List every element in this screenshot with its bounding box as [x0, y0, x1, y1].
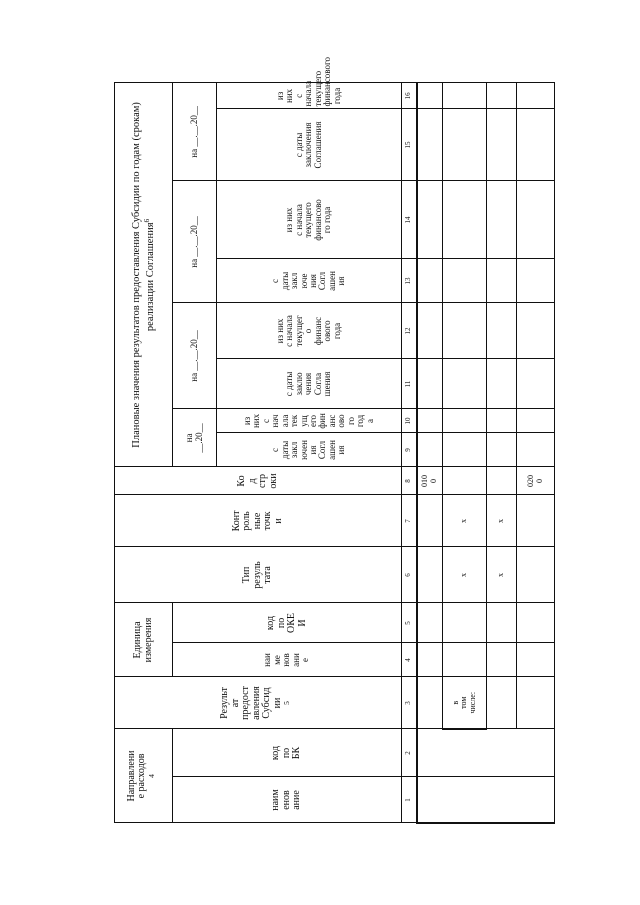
cell-value	[443, 181, 487, 259]
header-from-year-start-4: из них с начала текущего финансового года	[217, 83, 402, 109]
cell-value	[517, 83, 555, 109]
cell-okei-code	[487, 603, 517, 643]
cell-value	[417, 83, 443, 109]
header-result-type: Тип резуль тата	[115, 547, 402, 603]
cell-value	[443, 303, 487, 359]
cell-result-type	[517, 547, 555, 603]
cell-value	[417, 109, 443, 181]
header-from-year-start-1: из них с нач ала тек ущ его фин анс ово го год а	[217, 409, 402, 433]
header-row-code: Ко д стр оки	[115, 467, 402, 495]
cell-value	[487, 259, 517, 303]
cell-value	[517, 109, 555, 181]
cell-value	[417, 359, 443, 409]
column-number: 12	[402, 303, 417, 359]
header-subsidy-result: Результ ат предост авления Субсид ии $^5$	[115, 677, 402, 729]
column-number: 14	[402, 181, 417, 259]
cell-okei-code	[443, 603, 487, 643]
cell-result	[517, 677, 555, 729]
column-number: 1	[402, 777, 417, 823]
column-number: 2	[402, 729, 417, 777]
column-number: 7	[402, 495, 417, 547]
cell-bk-code	[417, 729, 555, 777]
cell-control-points	[417, 495, 443, 547]
cell-control-points: x	[487, 495, 517, 547]
cell-row-code	[443, 467, 487, 495]
cell-value	[487, 433, 517, 467]
cell-value	[417, 409, 443, 433]
cell-value	[517, 433, 555, 467]
rotated-table-wrapper	[114, 57, 554, 824]
cell-okei-code	[517, 603, 555, 643]
cell-result-type: x	[443, 547, 487, 603]
header-period-4: на __.__.20__	[173, 83, 217, 181]
column-number: 8	[402, 467, 417, 495]
header-period-1: на __.20__	[173, 409, 217, 467]
header-from-agreement-date-2: с даты заклю чения Согла шения	[217, 359, 402, 409]
cell-result: в том числе:	[443, 677, 487, 729]
cell-unit-name	[417, 643, 443, 677]
header-unit-of-measure: Единица измерения	[115, 603, 173, 677]
column-number: 13	[402, 259, 417, 303]
header-from-year-start-3: из них с начала текущего финансово го года	[217, 181, 402, 259]
cell-unit-name	[443, 643, 487, 677]
header-bk-code: код по БК	[173, 729, 402, 777]
column-number: 10	[402, 409, 417, 433]
column-number: 15	[402, 109, 417, 181]
header-unit-name: наи ме нов ани е	[173, 643, 402, 677]
cell-value	[443, 433, 487, 467]
cell-value	[487, 109, 517, 181]
cell-value	[487, 409, 517, 433]
header-control-points: Конт роль ные точк и	[115, 495, 402, 547]
column-number: 5	[402, 603, 417, 643]
cell-row-code	[487, 467, 517, 495]
cell-value	[517, 259, 555, 303]
header-from-agreement-date-4: с даты заключения Соглашения	[217, 109, 402, 181]
cell-value	[417, 303, 443, 359]
cell-value	[443, 359, 487, 409]
cell-row-code: 020 0	[517, 467, 555, 495]
cell-control-points: x	[443, 495, 487, 547]
column-number: 9	[402, 433, 417, 467]
cell-value	[443, 409, 487, 433]
header-plan-values: Плановые значения результатов предоставления Субсидии по годам (срокам) реализации Соглашения$^6$	[115, 83, 173, 467]
cell-value	[417, 433, 443, 467]
cell-value	[487, 303, 517, 359]
column-number: 6	[402, 547, 417, 603]
header-from-agreement-date-1: с даты закл ючен ия Согл ашен ия	[217, 433, 402, 467]
cell-value	[487, 83, 517, 109]
cell-result	[417, 677, 443, 729]
cell-value	[517, 181, 555, 259]
column-number: 3	[402, 677, 417, 729]
header-from-year-start-2: из них с начала текущег о финанс ового года	[217, 303, 402, 359]
subsidy-results-table	[114, 57, 555, 824]
header-from-agreement-date-3: с даты закл юче ния Согл ашен ия	[217, 259, 402, 303]
cell-control-points	[517, 495, 555, 547]
cell-value	[517, 359, 555, 409]
cell-value	[417, 181, 443, 259]
cell-value	[443, 83, 487, 109]
column-number: 16	[402, 83, 417, 109]
cell-result-type	[417, 547, 443, 603]
cell-unit-name	[517, 643, 555, 677]
header-direction-of-expenses: Направлени е расходов $^4$	[115, 729, 173, 823]
cell-row-code: 010 0	[417, 467, 443, 495]
cell-value	[517, 303, 555, 359]
cell-value	[517, 409, 555, 433]
header-period-2: на __.__.20__	[173, 303, 217, 409]
header-name: наим енов ание	[173, 777, 402, 823]
column-number: 11	[402, 359, 417, 409]
cell-value	[417, 259, 443, 303]
cell-name	[417, 777, 555, 823]
column-number: 4	[402, 643, 417, 677]
cell-value	[443, 109, 487, 181]
cell-value	[487, 181, 517, 259]
cell-value	[443, 259, 487, 303]
header-okei-code: код по ОКЕ И	[173, 603, 402, 643]
cell-unit-name	[487, 643, 517, 677]
cell-result-type: x	[487, 547, 517, 603]
cell-value	[487, 359, 517, 409]
header-period-3: на __.__.20__	[173, 181, 217, 303]
cell-result	[487, 677, 517, 729]
cell-okei-code	[417, 603, 443, 643]
